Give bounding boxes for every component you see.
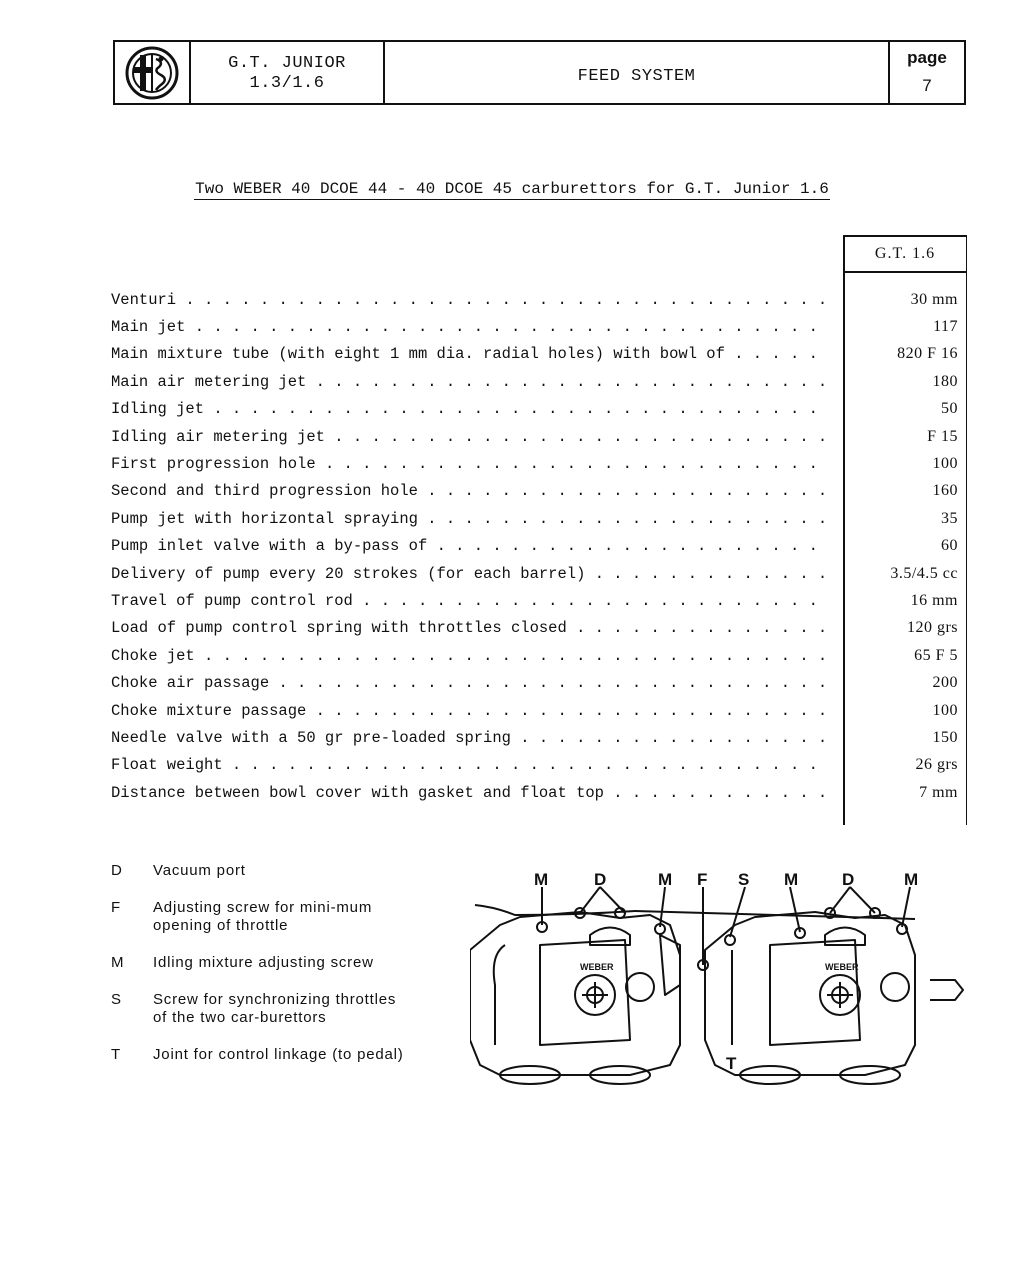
subtitle-text: Two WEBER 40 DCOE 44 - 40 DCOE 45 carburettors for G.T. Junior 1.6	[195, 180, 829, 198]
spec-row	[111, 642, 958, 669]
spec-label: Distance between bowl cover with gasket and float top . . .	[111, 784, 831, 802]
spec-row	[111, 505, 958, 532]
legend-item	[111, 991, 421, 1027]
callout-label: M	[904, 870, 919, 889]
page-cell	[890, 42, 964, 103]
spec-value: 30 mm	[910, 290, 958, 308]
document-subtitle	[0, 180, 1024, 198]
callout-label: D	[842, 870, 855, 889]
spec-value: 16 mm	[910, 591, 958, 609]
legend-item	[111, 862, 421, 880]
column-border-top	[843, 235, 967, 237]
spec-table	[111, 286, 958, 806]
legend-text: Joint for control linkage (to pedal)	[153, 1046, 404, 1063]
spec-value: 60	[941, 537, 958, 555]
spec-row	[111, 396, 958, 423]
column-border-right	[966, 235, 968, 825]
spec-row	[111, 533, 958, 560]
spec-value: 180	[932, 372, 958, 390]
spec-value: 150	[932, 728, 958, 746]
spec-row	[111, 341, 958, 368]
legend-text: Screw for synchronizing throttles of the two car-burettors	[153, 991, 397, 1026]
spec-row	[111, 724, 958, 751]
spec-row	[111, 286, 958, 313]
carburettor-drawing	[470, 865, 975, 1100]
spec-label: Choke jet . . .	[111, 647, 831, 665]
spec-label: Main jet . . .	[111, 318, 831, 336]
page-label: page	[907, 48, 947, 67]
spec-label: Main air metering jet . . .	[111, 373, 831, 391]
legend-key: M	[111, 954, 125, 971]
spec-value: 7 mm	[919, 783, 958, 801]
spec-label: Second and third progression hole . . .	[111, 482, 831, 500]
legend	[111, 862, 421, 1083]
callout-label: F	[697, 870, 708, 889]
model-line-2: 1.3/1.6	[249, 74, 325, 93]
spec-value: 26 grs	[915, 756, 958, 774]
callout-label: S	[738, 870, 750, 889]
spec-label: Venturi . . .	[111, 291, 831, 309]
spec-value: 100	[932, 455, 958, 473]
legend-key: F	[111, 899, 121, 916]
spec-value: 65 F 5	[914, 646, 958, 664]
spec-value: 200	[932, 674, 958, 692]
spec-row	[111, 752, 958, 779]
spec-row	[111, 615, 958, 642]
spec-row	[111, 313, 958, 340]
spec-label: Travel of pump control rod . . .	[111, 592, 831, 610]
spec-row	[111, 450, 958, 477]
spec-value: 50	[941, 400, 958, 418]
spec-value: 117	[933, 318, 958, 336]
right-brand-label: WEBER	[825, 962, 859, 972]
legend-key: S	[111, 991, 122, 1008]
section-title: FEED SYSTEM	[385, 42, 890, 103]
spec-row	[111, 779, 958, 806]
spec-label: Idling jet . . .	[111, 400, 831, 418]
spec-value: 35	[941, 509, 958, 527]
spec-value: 120 grs	[906, 619, 958, 637]
spec-row	[111, 560, 958, 587]
spec-label: Needle valve with a 50 gr pre-loaded spring . . .	[111, 729, 831, 747]
legend-text: Vacuum port	[153, 862, 246, 879]
callout-label: M	[534, 870, 549, 889]
column-header: G.T. 1.6	[874, 245, 936, 262]
spec-label: Load of pump control spring with throttles closed . . .	[111, 619, 831, 637]
spec-value: 820 F 16	[897, 345, 958, 363]
spec-label: Choke mixture passage . . .	[111, 702, 831, 720]
model-cell	[191, 42, 385, 103]
spec-row	[111, 669, 958, 696]
callout-label: M	[784, 870, 799, 889]
spec-value: F 15	[927, 427, 958, 445]
left-brand-label: WEBER	[580, 962, 614, 972]
spec-label: Float weight . . .	[111, 756, 831, 774]
spec-row	[111, 587, 958, 614]
legend-item	[111, 899, 421, 935]
spec-label: Main mixture tube (with eight 1 mm dia. radial holes) with bowl of . . .	[111, 345, 831, 363]
spec-label: Pump inlet valve with a by-pass of . . .	[111, 537, 831, 555]
spec-label: Choke air passage . . .	[111, 674, 831, 692]
spec-label: First progression hole . . .	[111, 455, 831, 473]
spec-value: 3.5/4.5 cc	[890, 564, 958, 582]
spec-row	[111, 478, 958, 505]
spec-row	[111, 697, 958, 724]
callout-label: D	[594, 870, 607, 889]
legend-item	[111, 954, 421, 972]
callout-label-bottom: T	[726, 1054, 737, 1073]
page-header	[113, 40, 966, 105]
legend-item	[111, 1046, 421, 1064]
legend-key: D	[111, 862, 123, 879]
spec-value: 100	[932, 701, 958, 719]
legend-text: Idling mixture adjusting screw	[153, 954, 374, 971]
spec-label: Idling air metering jet . . .	[111, 428, 831, 446]
callout-label: M	[658, 870, 673, 889]
spec-label: Delivery of pump every 20 strokes (for each barrel) . . .	[111, 565, 831, 583]
logo-cell	[115, 42, 191, 103]
spec-label: Pump jet with horizontal spraying . . .	[111, 510, 831, 528]
spec-value: 160	[932, 482, 958, 500]
legend-key: T	[111, 1046, 121, 1063]
column-header-rule	[843, 271, 967, 273]
alfa-romeo-logo-icon	[124, 45, 180, 101]
model-line-1: G.T. JUNIOR	[228, 54, 346, 73]
legend-text: Adjusting screw for mini-mum opening of throttle	[153, 899, 373, 934]
page-number: 7	[922, 76, 932, 95]
spec-row	[111, 423, 958, 450]
spec-row	[111, 368, 958, 395]
